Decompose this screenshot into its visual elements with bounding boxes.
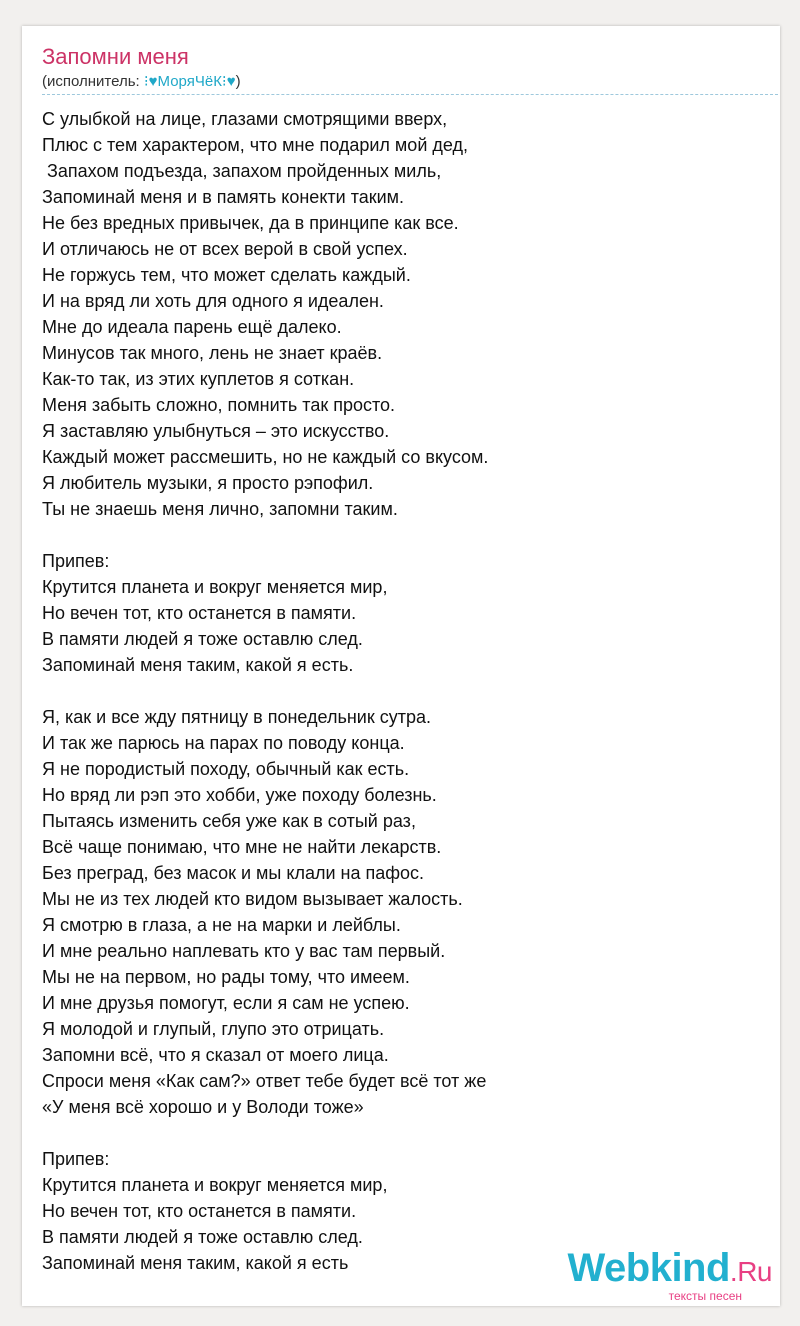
lyrics-line: Пытаясь изменить себя уже как в сотый раз, bbox=[42, 811, 416, 831]
lyrics-line: И так же парюсь на парах по поводу конца. bbox=[42, 733, 405, 753]
lyrics-blank-line bbox=[42, 678, 762, 704]
lyrics-line: Мы не из тех людей кто видом вызывает жалость. bbox=[42, 889, 463, 909]
lyrics-blank-line bbox=[42, 522, 762, 548]
lyrics-line: Без преград, без масок и мы клали на пафос. bbox=[42, 863, 425, 883]
lyrics-line: Спроси меня «Как сам?» ответ тебе будет всё тот же bbox=[42, 1071, 487, 1091]
lyrics-line: Я любитель музыки, я просто рэпофил. bbox=[42, 473, 374, 493]
lyrics-line: И мне друзья помогут, если я сам не успею. bbox=[42, 993, 410, 1013]
lyrics-line: Но вечен тот, кто останется в памяти. bbox=[42, 603, 357, 623]
lyrics-line: Минусов так много, лень не знает краёв. bbox=[42, 343, 383, 363]
lyrics-line: И мне реально наплевать кто у вас там первый. bbox=[42, 941, 446, 961]
lyrics-line: Запомни всё, что я сказал от моего лица. bbox=[42, 1045, 389, 1065]
lyrics-line: Запоминай меня таким, какой я есть. bbox=[42, 655, 354, 675]
logo-tld: .Ru bbox=[729, 1256, 772, 1287]
lyrics-line: Ты не знаешь меня лично, запомни таким. bbox=[42, 499, 398, 519]
lyrics-line: Запахом подъезда, запахом пройденных миль, bbox=[42, 161, 442, 181]
lyrics-line: И отличаюсь не от всех верой в свой успех. bbox=[42, 239, 408, 259]
lyrics-line: Всё чаще понимаю, что мне не найти лекарств. bbox=[42, 837, 442, 857]
lyrics-line: Крутится планета и вокруг меняется мир, bbox=[42, 577, 388, 597]
lyrics-line: Каждый может рассмешить, но не каждый со вкусом. bbox=[42, 447, 489, 467]
lyrics-line: Не без вредных привычек, да в принципе как все. bbox=[42, 213, 459, 233]
lyrics-line: Мы не на первом, но рады тому, что имеем. bbox=[42, 967, 410, 987]
artist-prefix: (исполнитель: bbox=[42, 73, 144, 90]
lyrics-line: Меня забыть сложно, помнить так просто. bbox=[42, 395, 396, 415]
song-title: Запомни меня bbox=[42, 44, 189, 69]
lyrics-line: Я молодой и глупый, глупо это отрицать. bbox=[42, 1019, 385, 1039]
lyrics-line: В памяти людей я тоже оставлю след. bbox=[42, 629, 363, 649]
lyrics-line: Запоминай меня таким, какой я есть bbox=[42, 1253, 349, 1273]
lyrics-line: Плюс с тем характером, что мне подарил мой дед, bbox=[42, 135, 468, 155]
lyrics-line: Как-то так, из этих куплетов я соткан. bbox=[42, 369, 355, 389]
lyrics-line: Крутится планета и вокруг меняется мир, bbox=[42, 1175, 388, 1195]
lyrics-line: Припев: bbox=[42, 551, 110, 571]
artist-line bbox=[42, 73, 241, 91]
lyrics-text bbox=[42, 106, 762, 1276]
lyrics-line: В памяти людей я тоже оставлю след. bbox=[42, 1227, 363, 1247]
lyrics-blank-line bbox=[42, 1120, 762, 1146]
lyrics-line: С улыбкой на лице, глазами смотрящими вверх, bbox=[42, 109, 448, 129]
logo-wordmark bbox=[567, 1248, 772, 1292]
site-logo[interactable] bbox=[567, 1248, 772, 1302]
lyrics-line: Не горжусь тем, что может сделать каждый. bbox=[42, 265, 411, 285]
lyrics-line: «У меня всё хорошо и у Володи тоже» bbox=[42, 1097, 364, 1117]
artist-suffix: ) bbox=[235, 73, 241, 90]
lyrics-line: Но вряд ли рэп это хобби, уже походу болезнь. bbox=[42, 785, 437, 805]
divider bbox=[42, 94, 778, 95]
logo-main-text: Webkind bbox=[567, 1246, 730, 1290]
lyrics-line: Я, как и все жду пятницу в понедельник сутра. bbox=[42, 707, 431, 727]
lyrics-line: Я заставляю улыбнуться – это искусство. bbox=[42, 421, 390, 441]
lyrics-line: Запоминай меня и в память конекти таким. bbox=[42, 187, 405, 207]
artist-link[interactable]: ⁝♥МоряЧёК⁝♥ bbox=[143, 73, 236, 90]
lyrics-card bbox=[22, 26, 780, 1306]
logo-tagline: тексты песен bbox=[668, 1289, 742, 1303]
lyrics-line: Припев: bbox=[42, 1149, 110, 1169]
lyrics-line: Я не породистый походу, обычный как есть. bbox=[42, 759, 410, 779]
lyrics-line: И на вряд ли хоть для одного я идеален. bbox=[42, 291, 384, 311]
lyrics-line: Мне до идеала парень ещё далеко. bbox=[42, 317, 342, 337]
lyrics-line: Но вечен тот, кто останется в памяти. bbox=[42, 1201, 357, 1221]
lyrics-line: Я смотрю в глаза, а не на марки и лейблы. bbox=[42, 915, 401, 935]
